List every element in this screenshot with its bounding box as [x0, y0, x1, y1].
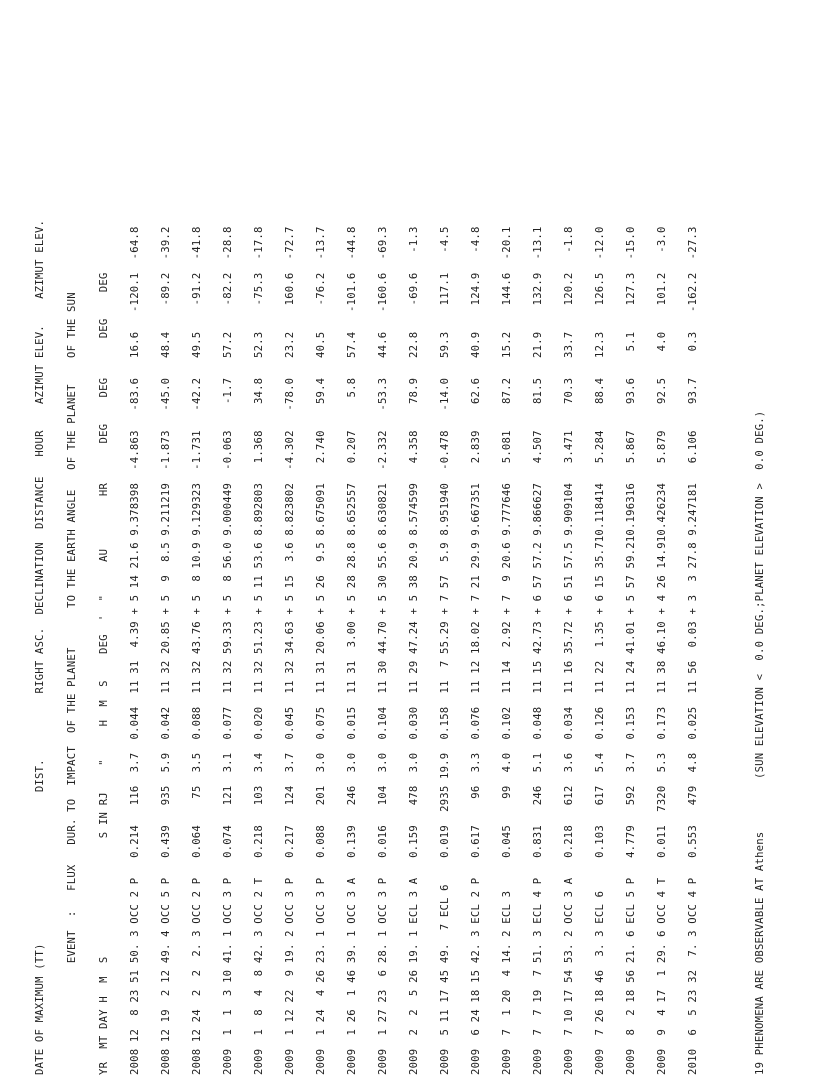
table-row: 2009 1 12 22 9 19. 2 OCC 3 P 0.217 124 3.7 0.045 11 32 34.63 + 5 15 3.6 8.823802 -4.302 -78.0 23.2 160.6 -72.7 [284, 226, 296, 1075]
table-row: 2008 12 19 2 12 49. 4 OCC 5 P 0.439 935 5.9 0.042 11 32 20.85 + 5 9 8.5 9.211219 -1.873 -45.0 48.4 -89.2 -39.2 [160, 226, 172, 1075]
table-row: 2009 8 2 18 56 21. 6 ECL 5 P 4.779 592 3.7 0.153 11 24 41.01 + 5 57 59.210.196316 5.867 93.6 5.1 127.3 -15.0 [625, 226, 637, 1075]
table-row: 2009 7 26 18 46 3. 3 ECL 6 0.103 617 5.4 0.126 11 22 1.35 + 6 15 35.710.118414 5.284 88.4 12.3 126.5 -12.0 [594, 226, 606, 1075]
table-row: 2009 7 1 20 4 14. 2 ECL 3 0.045 99 4.0 0.102 11 14 2.92 + 7 9 20.6 9.777646 5.081 87.2 15.2 144.6 -20.1 [501, 226, 513, 1075]
table-row: 2009 1 8 4 8 42. 3 OCC 2 T 0.218 103 3.4 0.020 11 32 51.23 + 5 11 53.6 8.892803 1.368 34.8 52.3 -75.3 -17.8 [253, 226, 265, 1075]
table-row: 2009 1 27 23 6 28. 1 OCC 3 P 0.016 104 3.0 0.104 11 30 44.70 + 5 30 55.6 8.630821 -2.332 -53.3 44.6 -160.6 -69.3 [377, 226, 389, 1075]
header-line-1: DATE OF MAXIMUM (TT) DIST. RIGHT ASC. DECLINATION DISTANCE HOUR AZIMUT ELEV. AZIMUT ELEV. [34, 219, 46, 1075]
header-line-2: EVENT : FLUX DUR. TO IMPACT OF THE PLANET TO THE EARTH ANGLE OF THE PLANET OF THE SUN [66, 292, 78, 1075]
header-line-3: YR MT DAY H M S S IN RJ " H M S DEG ' " AU HR DEG DEG DEG DEG [98, 272, 110, 1075]
table-row: 2008 12 8 23 51 50. 3 OCC 2 P 0.214 116 3.7 0.044 11 31 4.39 + 5 14 21.6 9.378398 -4.863 -83.6 16.6 -120.1 -64.8 [129, 226, 141, 1075]
table-row: 2009 5 11 17 45 49. 7 ECL 6 0.019 2935 19.9 0.158 11 7 55.29 + 7 57 5.9 8.951940 -0.478 -14.0 59.3 117.1 -4.5 [439, 226, 451, 1075]
table-row: 2009 9 4 17 1 29. 6 OCC 4 T 0.011 7320 5.3 0.173 11 38 46.10 + 4 26 14.910.426234 5.879 92.5 4.0 101.2 -3.0 [656, 226, 668, 1075]
table-row: 2010 6 5 23 32 7. 3 OCC 4 P 0.553 479 4.8 0.025 11 56 0.03 + 3 3 27.8 9.247181 6.106 93.7 0.3 -162.2 -27.3 [687, 226, 699, 1075]
table-row: 2009 6 24 18 15 42. 3 ECL 2 P 0.617 96 3.3 0.076 11 12 18.02 + 7 21 29.9 9.667351 2.839 62.6 40.9 124.9 -4.8 [470, 226, 482, 1075]
table-row: 2009 7 7 19 7 51. 3 ECL 4 P 0.831 246 5.1 0.048 11 15 42.73 + 6 57 57.2 9.866627 4.507 81.5 21.9 132.9 -13.1 [532, 226, 544, 1075]
footer-summary: 19 PHENOMENA ARE OBSERVABLE AT Athens (SUN ELEVATION < 0.0 DEG.;PLANET ELEVATION > 0.0 DEG.) [754, 410, 766, 1075]
table-row: 2009 1 26 1 46 39. 1 OCC 3 A 0.139 246 3.0 0.015 11 31 3.00 + 5 28 28.8 8.652557 0.207 5.8 57.4 -101.6 -44.8 [346, 226, 358, 1075]
table-row: 2009 2 2 5 26 19. 1 ECL 3 A 0.159 478 3.0 0.030 11 29 47.24 + 5 38 20.9 8.574599 4.358 78.9 22.8 -69.6 -1.3 [408, 226, 420, 1075]
table-row: 2009 7 10 17 54 53. 2 OCC 3 A 0.218 612 3.6 0.034 11 16 35.72 + 6 51 57.5 9.909104 3.471 70.3 33.7 120.2 -1.8 [563, 226, 575, 1075]
table-row: 2009 1 1 3 10 41. 1 OCC 3 P 0.074 121 3.1 0.077 11 32 59.33 + 5 8 56.0 9.000449 -0.063 -1.7 57.2 -82.2 -28.8 [222, 226, 234, 1075]
table-row: 2008 12 24 2 2 2. 3 OCC 2 P 0.064 75 3.5 0.088 11 32 43.76 + 5 8 10.9 9.129323 -1.731 -42.2 49.5 -91.2 -41.8 [191, 226, 203, 1075]
table-row: 2009 1 24 4 26 23. 1 OCC 3 P 0.088 201 3.0 0.075 11 31 20.06 + 5 26 9.5 8.675091 2.740 59.4 40.5 -76.2 -13.7 [315, 226, 327, 1075]
